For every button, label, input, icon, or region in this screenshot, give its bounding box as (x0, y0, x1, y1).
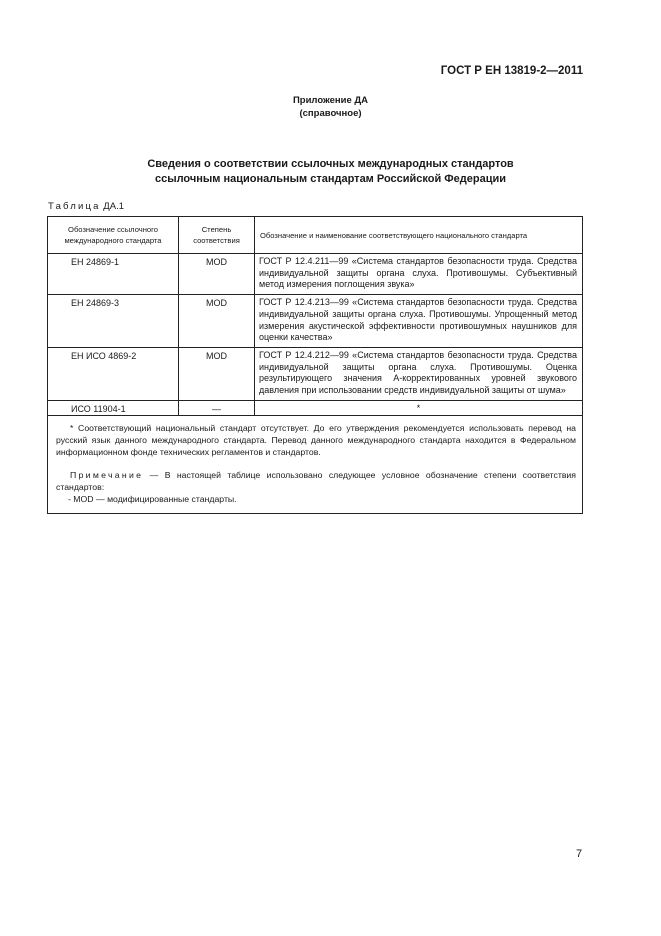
table-header-row (48, 217, 583, 254)
table-label (48, 201, 124, 212)
correspondence-degree: MOD (179, 347, 255, 400)
table-label-word: Таблица (48, 201, 101, 212)
heading-line-1: Сведения о соответствии ссылочных международных стандартов (147, 158, 514, 170)
note-word: Примечание (70, 469, 144, 480)
appendix-title: Приложение ДА (292, 95, 369, 106)
column-header-national: Обозначение и наименование соответствующего национального стандарта (255, 217, 583, 254)
table-row (48, 254, 583, 295)
correspondence-degree: — (179, 400, 255, 415)
table-row (48, 295, 583, 348)
document-code: ГОСТ Р ЕН 13819-2—2011 (440, 65, 583, 77)
heading-line-2: ссылочным национальным стандартам Российской Федерации (154, 173, 507, 185)
column-header-degree: Степень соответствия (179, 217, 255, 254)
note (56, 469, 576, 493)
national-standard-desc: ГОСТ Р 12.4.211—99 «Система стандартов безопасности труда. Средства индивидуальной защиты органа слуха. Противошумы. Субъективный метод измерения поглощения звука» (255, 254, 583, 295)
footnote: * Соответствующий национальный стандарт отсутствует. До его утверждения рекомендуется использовать перевод на русский язык данного международного стандарта. Перевод данного международного стандарта находится в Федеральном информационном фонде технических регламентов и стандартов. (56, 422, 576, 457)
table-row (48, 347, 583, 400)
international-standard-id: ЕН 24869-3 (48, 295, 179, 348)
correspondence-table (47, 216, 583, 514)
international-standard-id: ИСО 11904-1 (48, 400, 179, 415)
appendix-subtitle: (справочное) (299, 108, 362, 119)
international-standard-id: ЕН ИСО 4869-2 (48, 347, 179, 400)
note-text: — В настоящей таблице использовано следующее условное обозначение степени соответствия стандартов: (56, 469, 576, 492)
correspondence-degree: MOD (179, 295, 255, 348)
note-item: - MOD — модифицированные стандарты. (68, 493, 237, 504)
national-standard-desc: * (255, 400, 583, 415)
national-standard-desc: ГОСТ Р 12.4.213—99 «Система стандартов безопасности труда. Средства индивидуальной защиты органа слуха. Противошумы. Упрощенный метод измерения акустической эффективности противошумных наушников для оценки качества» (255, 295, 583, 348)
table-footer-row (48, 415, 583, 513)
page-number: 7 (576, 848, 583, 860)
international-standard-id: ЕН 24869-1 (48, 254, 179, 295)
table-row (48, 400, 583, 415)
table-footer (48, 415, 583, 513)
national-standard-desc: ГОСТ Р 12.4.212—99 «Система стандартов безопасности труда. Средства индивидуальной защиты органа слуха. Противошумы. Оценка результирующего значения А-корректированных уровней звукового давления при использовании средств индивидуальной защиты от шума» (255, 347, 583, 400)
column-header-international: Обозначение ссылочного международного стандарта (48, 217, 179, 254)
correspondence-degree: MOD (179, 254, 255, 295)
table-label-id: ДА.1 (103, 201, 124, 212)
